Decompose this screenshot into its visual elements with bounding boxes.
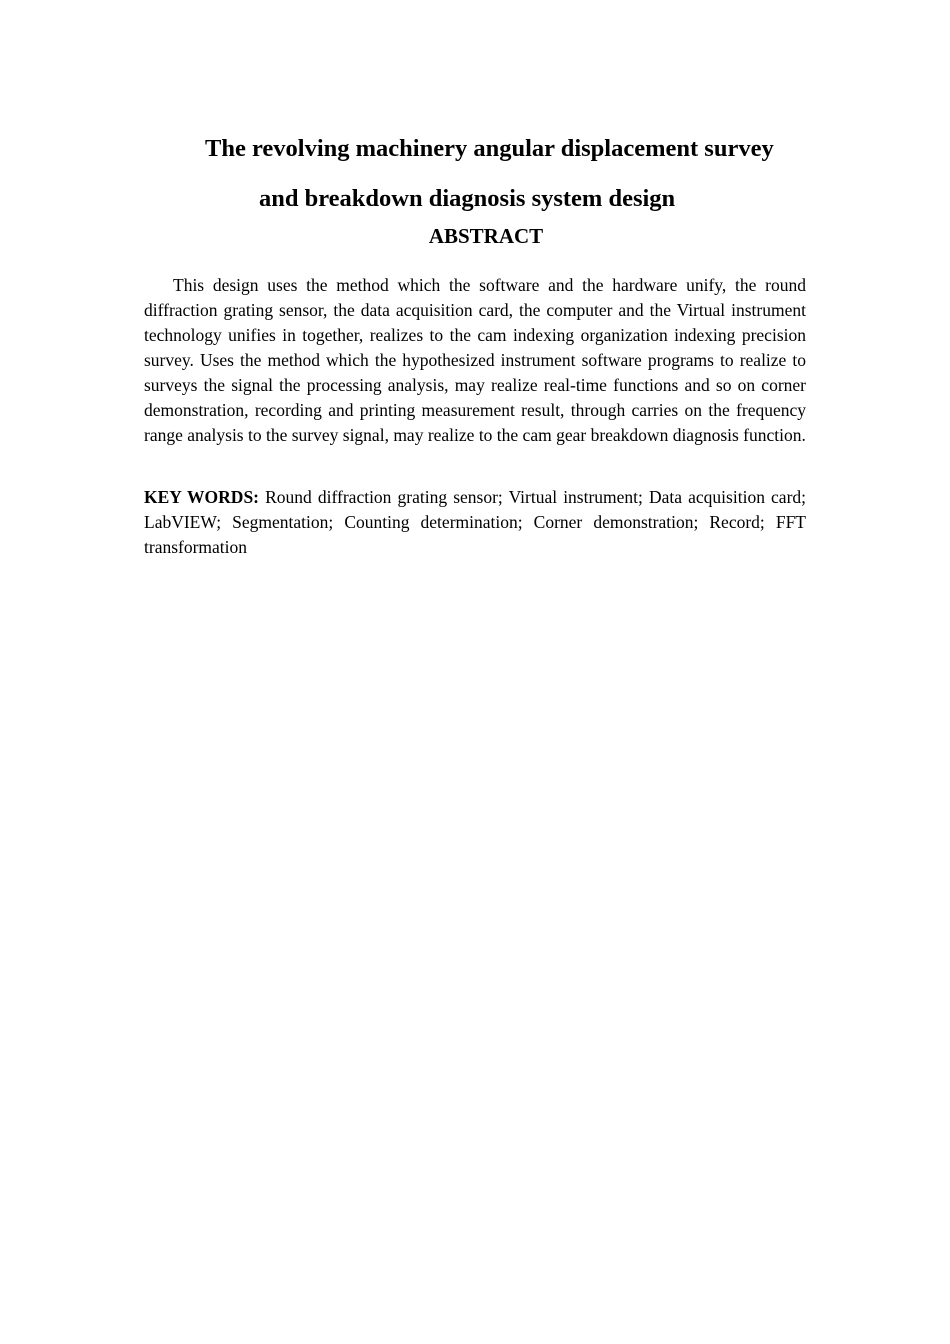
title-line-1: The revolving machinery angular displacement survey <box>205 135 774 162</box>
keywords-paragraph <box>144 485 806 560</box>
title-line-2: and breakdown diagnosis system design <box>259 185 676 212</box>
keywords-label: KEY WORDS: <box>144 487 260 507</box>
keywords-text: Round diffraction grating sensor; Virtual instrument; Data acquisition card; LabVIEW; Segmentation; Counting determination; Corner demonstration; Record; FFT transformation <box>144 487 807 557</box>
abstract-heading: ABSTRACT <box>428 224 544 248</box>
abstract-body: This design uses the method which the software and the hardware unify, the round diffraction grating sensor, the data acquisition card, the computer and the Virtual instrument technology unifies in together, realizes to the cam indexing organization indexing precision survey. Uses the method which the hypothesized instrument software programs to realize to surveys the signal the processing analysis, may realize real-time functions and so on corner demonstration, recording and printing measurement result, through carries on the frequency range analysis to the survey signal, may realize to the cam gear breakdown diagnosis function. <box>144 275 806 445</box>
